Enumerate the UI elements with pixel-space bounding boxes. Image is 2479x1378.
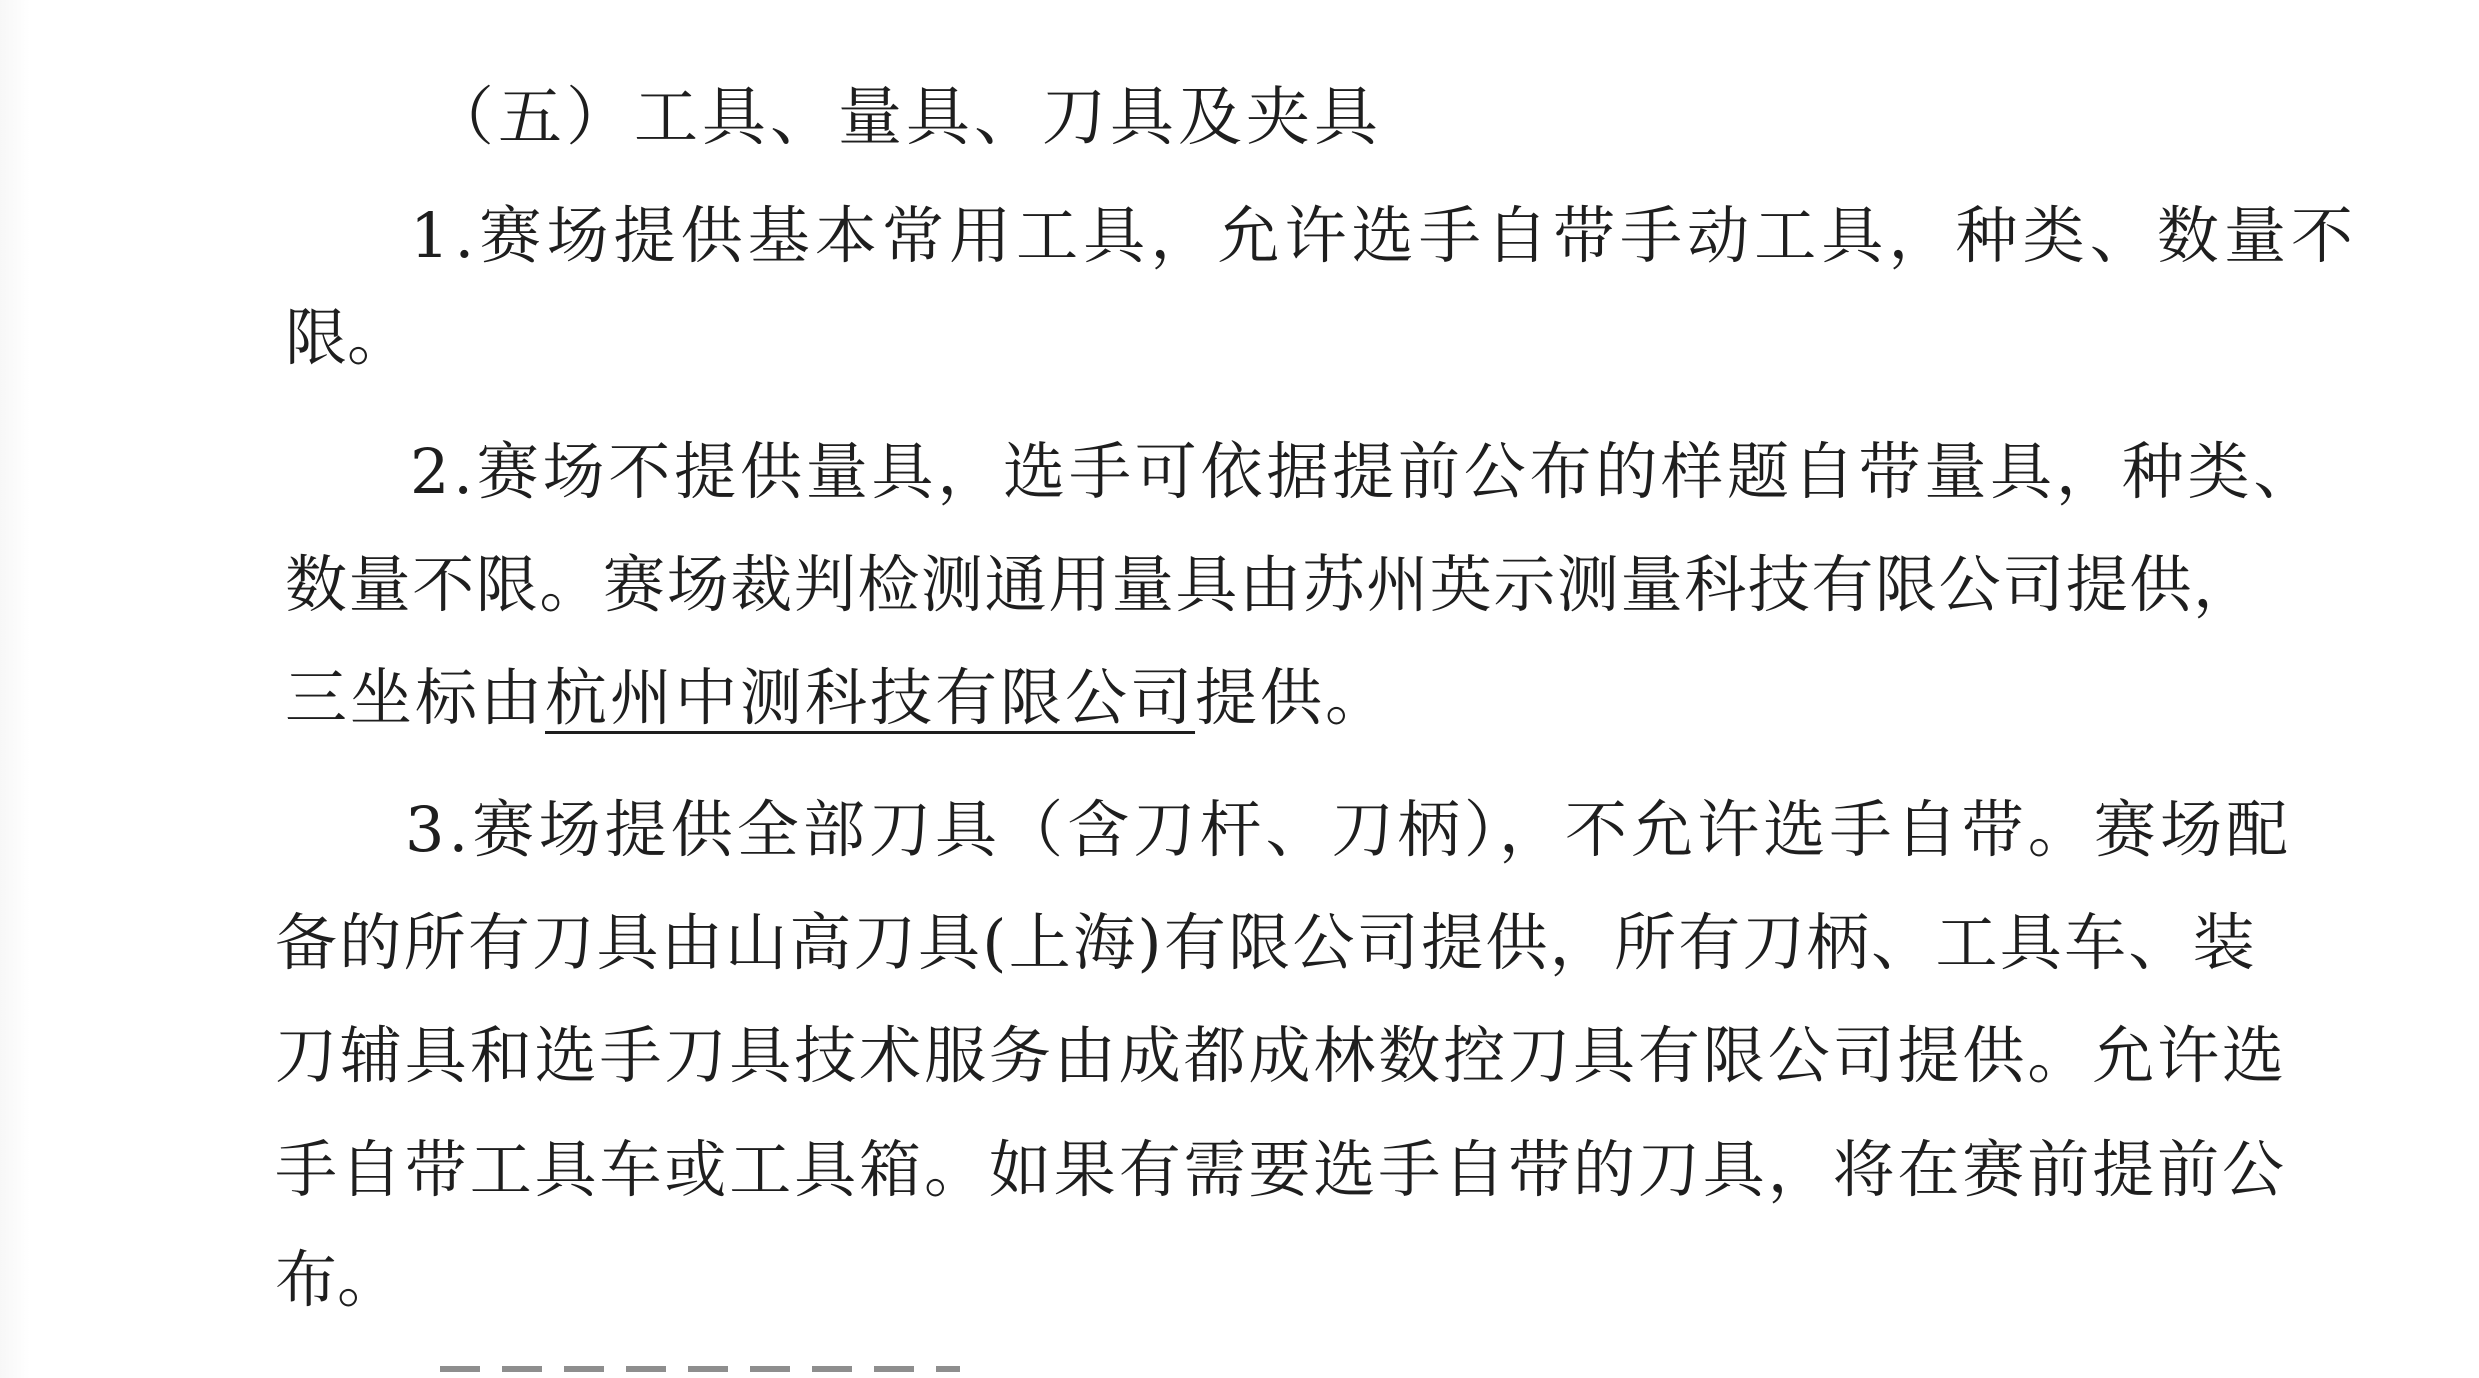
item-3-line-2: 备的所有刀具由山高刀具(上海)有限公司提供，所有刀柄、工具车、装 [275,906,2257,979]
item-2-line-2: 数量不限。赛场裁判检测通用量具由苏州英示测量科技有限公司提供， [285,548,2257,621]
section-heading: （五）工具、量具、刀具及夹具 [430,81,1382,155]
item-3-line-5: 布。 [275,1243,400,1316]
item-2-line-3-suffix: 提供。 [1195,661,1391,734]
item-3-line-3: 刀辅具和选手刀具技术服务由成都成林数控刀具有限公司提供。允许选 [275,1019,2287,1092]
item-2-line-1: 2.赛场不提供量具，选手可依据提前公布的样题自带量具，种类、 [410,435,2320,508]
item-2-line-3 [285,658,1390,738]
item-1-line-1: 1.赛场提供基本常用工具，允许选手自带手动工具，种类、数量不 [410,199,2359,272]
page-edge [0,0,30,1378]
cut-off-text-fragment [440,1346,960,1378]
item-1-line-2: 限。 [285,301,410,374]
company-underlined: 杭州中测科技有限公司 [545,661,1196,734]
item-3-line-1: 3.赛场提供全部刀具（含刀杆、刀柄），不允许选手自带。赛场配 [405,793,2293,866]
item-2-line-3-prefix: 三坐标由 [285,661,546,734]
item-3-line-4: 手自带工具车或工具箱。如果有需要选手自带的刀具，将在赛前提前公 [275,1133,2287,1206]
